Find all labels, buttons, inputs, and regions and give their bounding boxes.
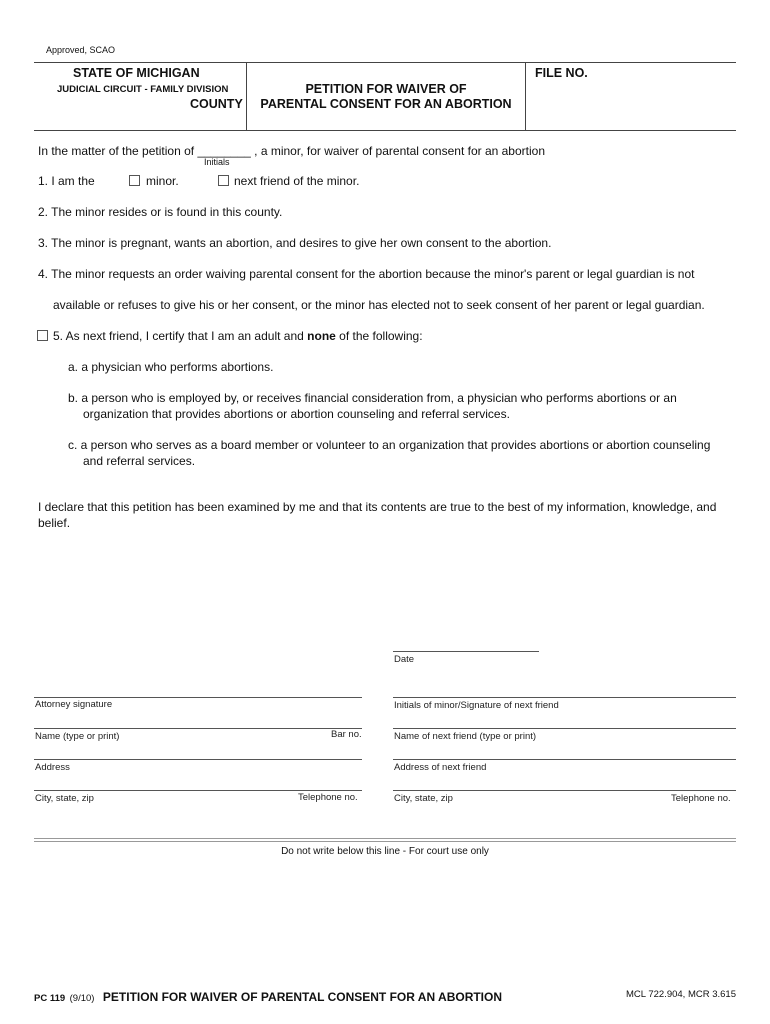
file-no-label: FILE NO. — [535, 66, 588, 80]
court-use-rule-2 — [34, 841, 736, 842]
attorney-signature-label: Attorney signature — [35, 699, 113, 710]
item5-suffix: of the following: — [339, 329, 423, 343]
friend-address-label: Address of next friend — [394, 762, 487, 773]
attorney-name-label: Name (type or print) — [35, 731, 120, 742]
declaration-line2: belief. — [38, 516, 71, 530]
item5c-line1: c. a person who serves as a board member or volunteer to an organization that provides abortions or abortion counseling — [68, 438, 711, 452]
item5-line — [53, 329, 423, 343]
item5b-line1: b. a person who is employed by, or receives financial consideration from, a physician who performs abortions or an — [68, 391, 677, 405]
item2: 2. The minor resides or is found in this county. — [38, 205, 283, 219]
next-friend-certify-checkbox[interactable] — [37, 330, 48, 341]
header-top-rule — [34, 62, 736, 63]
matter-line — [38, 144, 545, 158]
minor-signature-field[interactable] — [393, 697, 736, 698]
initials-label: Initials — [204, 157, 230, 167]
friend-city-field[interactable] — [393, 790, 736, 791]
attorney-address-label: Address — [35, 762, 70, 773]
matter-prefix: In the matter of the petition of — [38, 144, 195, 158]
attorney-name-field[interactable] — [34, 728, 362, 729]
header-divider-2 — [525, 62, 526, 130]
header-bottom-rule — [34, 130, 736, 131]
item5a: a. a physician who performs abortions. — [68, 360, 274, 374]
court-use-label: Do not write below this line - For court use only — [281, 846, 489, 857]
item4-line2: available or refuses to give his or her consent, or the minor has elected not to seek consent of her parent or legal guardian. — [53, 298, 705, 312]
minor-signature-label: Initials of minor/Signature of next friend — [394, 700, 559, 711]
date-label: Date — [394, 654, 415, 665]
form-title-line2: PARENTAL CONSENT FOR AN ABORTION — [260, 97, 512, 111]
circuit-label: JUDICIAL CIRCUIT - FAMILY DIVISION — [57, 84, 229, 95]
item1-prefix: 1. I am the — [38, 174, 95, 188]
friend-phone-label: Telephone no. — [671, 793, 731, 804]
court-use-rule-1 — [34, 838, 736, 839]
minor-checkbox[interactable] — [129, 175, 140, 186]
header-divider-1 — [246, 62, 247, 130]
friend-name-label: Name of next friend (type or print) — [394, 731, 537, 742]
item4-line1: 4. The minor requests an order waiving parental consent for the abortion because the minor's parent or legal guardian is not — [38, 267, 695, 281]
footer-form-title: PETITION FOR WAIVER OF PARENTAL CONSENT FOR AN ABORTION — [102, 990, 503, 1004]
item3: 3. The minor is pregnant, wants an abortion, and desires to give her own consent to the abortion. — [38, 236, 552, 250]
county-label: COUNTY — [190, 97, 243, 111]
item5-none: none — [307, 329, 336, 343]
minor-initials-field[interactable]: ________ — [197, 144, 251, 158]
attorney-address-field[interactable] — [34, 759, 362, 760]
attorney-signature-field[interactable] — [34, 697, 362, 698]
matter-suffix: , a minor, for waiver of parental consent for an abortion — [254, 144, 545, 158]
item5-prefix: 5. As next friend, I certify that I am an adult and — [53, 329, 304, 343]
item1-next-friend-label: next friend of the minor. — [234, 174, 360, 188]
attorney-city-field[interactable] — [34, 790, 362, 791]
approved-label: Approved, SCAO — [46, 45, 116, 55]
date-field[interactable] — [393, 651, 539, 652]
item1-minor-label: minor. — [146, 174, 179, 188]
form-date: (9/10) — [69, 993, 95, 1004]
citation: MCL 722.904, MCR 3.615 — [625, 989, 736, 1000]
friend-city-label: City, state, zip — [394, 793, 453, 804]
attorney-city-label: City, state, zip — [35, 793, 94, 804]
form-number: PC 119 — [34, 993, 66, 1004]
friend-name-field[interactable] — [393, 728, 736, 729]
item5b-line2: organization that provides abortions or abortion counseling and referral services. — [83, 407, 510, 421]
form-footer — [34, 988, 502, 1006]
declaration-line1: I declare that this petition has been examined by me and that its contents are true to the best of my information, knowledge, and — [38, 500, 717, 514]
item5c-line2: and referral services. — [83, 454, 196, 468]
state-label: STATE OF MICHIGAN — [73, 66, 200, 80]
next-friend-checkbox[interactable] — [218, 175, 229, 186]
friend-address-field[interactable] — [393, 759, 736, 760]
form-title-line1: PETITION FOR WAIVER OF — [305, 82, 467, 96]
bar-no-label: Bar no. — [331, 729, 362, 740]
attorney-phone-label: Telephone no. — [298, 792, 358, 803]
